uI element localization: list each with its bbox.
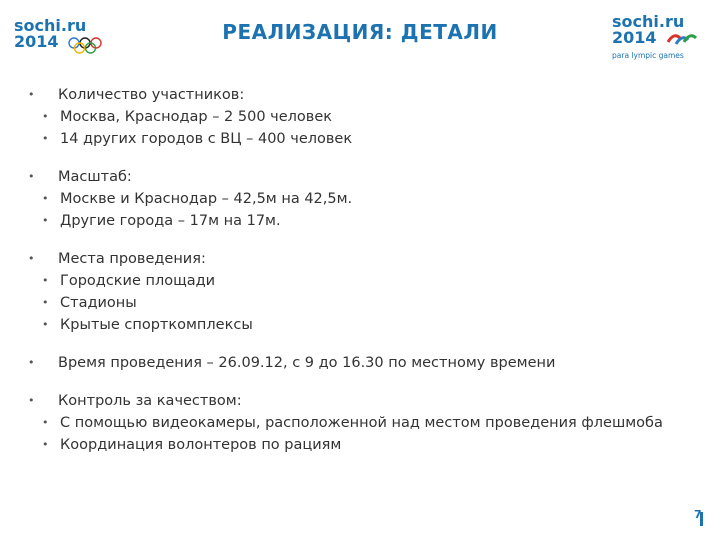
bullet-icon: • <box>42 192 49 205</box>
list-item-scale <box>24 166 704 188</box>
page-title: РЕАЛИЗАЦИЯ: ДЕТАЛИ <box>222 20 498 44</box>
sub-item <box>24 314 704 336</box>
bullet-icon: • <box>42 318 49 331</box>
sochi-2014-olympic-logo <box>14 16 114 56</box>
sub-item-text: Крытые спорткомплексы <box>60 317 253 333</box>
list-item-text: Время проведения – 26.09.12, с 9 до 16.30 по местному времени <box>58 355 556 371</box>
sochi-2014-paralympic-logo <box>612 12 704 66</box>
list-item-text: Масштаб: <box>58 169 132 185</box>
page-number: 7 <box>694 508 702 521</box>
sub-item <box>24 188 704 210</box>
details-list <box>24 84 704 456</box>
sub-item <box>24 292 704 314</box>
logo-left-line2: 2014 <box>14 32 59 51</box>
sub-item-text: С помощью видеокамеры, расположенной над местом проведения флешмоба <box>60 415 663 431</box>
bullet-icon: • <box>42 274 49 287</box>
sub-item-text: Другие города – 17м на 17м. <box>60 213 281 229</box>
bullet-icon: • <box>42 416 49 429</box>
bullet-icon: • <box>28 88 35 101</box>
bullet-icon: • <box>42 132 49 145</box>
logo-right-line2: 2014 <box>612 28 657 47</box>
bullet-icon: • <box>42 214 49 227</box>
list-item-text: Места проведения: <box>58 251 206 267</box>
bullet-icon: • <box>28 170 35 183</box>
bullet-icon: • <box>28 394 35 407</box>
sub-item-text: Стадионы <box>60 295 137 311</box>
logo-right-tagline: para lympic games <box>612 51 684 60</box>
bullet-icon: • <box>28 252 35 265</box>
sub-item <box>24 412 704 434</box>
sub-item-text: Москве и Краснодар – 42,5м на 42,5м. <box>60 191 353 207</box>
sochi-paralympic-logo-icon <box>612 12 704 66</box>
sub-item-text: Городские площади <box>60 273 216 289</box>
paralympic-agitos-icon <box>668 36 696 44</box>
list-item-participants <box>24 84 704 106</box>
sub-item-text: 14 других городов с ВЦ – 400 человек <box>60 131 353 147</box>
list-item-text: Количество участников: <box>58 87 245 103</box>
sub-item <box>24 434 704 456</box>
sochi-olympic-logo-icon <box>14 16 114 56</box>
sub-item <box>24 106 704 128</box>
sub-item <box>24 210 704 232</box>
sub-item <box>24 270 704 292</box>
bullet-icon: • <box>42 110 49 123</box>
list-item-time <box>24 352 704 374</box>
bullet-icon: • <box>42 438 49 451</box>
sub-item-text: Москва, Краснодар – 2 500 человек <box>60 109 333 125</box>
bullet-icon: • <box>42 296 49 309</box>
list-item-quality-control <box>24 390 704 412</box>
olympic-rings-icon <box>69 38 101 53</box>
bullet-icon: • <box>28 356 35 369</box>
sub-item-text: Координация волонтеров по рациям <box>60 437 342 453</box>
list-item-venues <box>24 248 704 270</box>
sub-item <box>24 128 704 150</box>
logo-right-line1: sochi.ru <box>612 12 685 31</box>
list-item-text: Контроль за качеством: <box>58 393 242 409</box>
logo-left-line1: sochi.ru <box>14 16 87 35</box>
